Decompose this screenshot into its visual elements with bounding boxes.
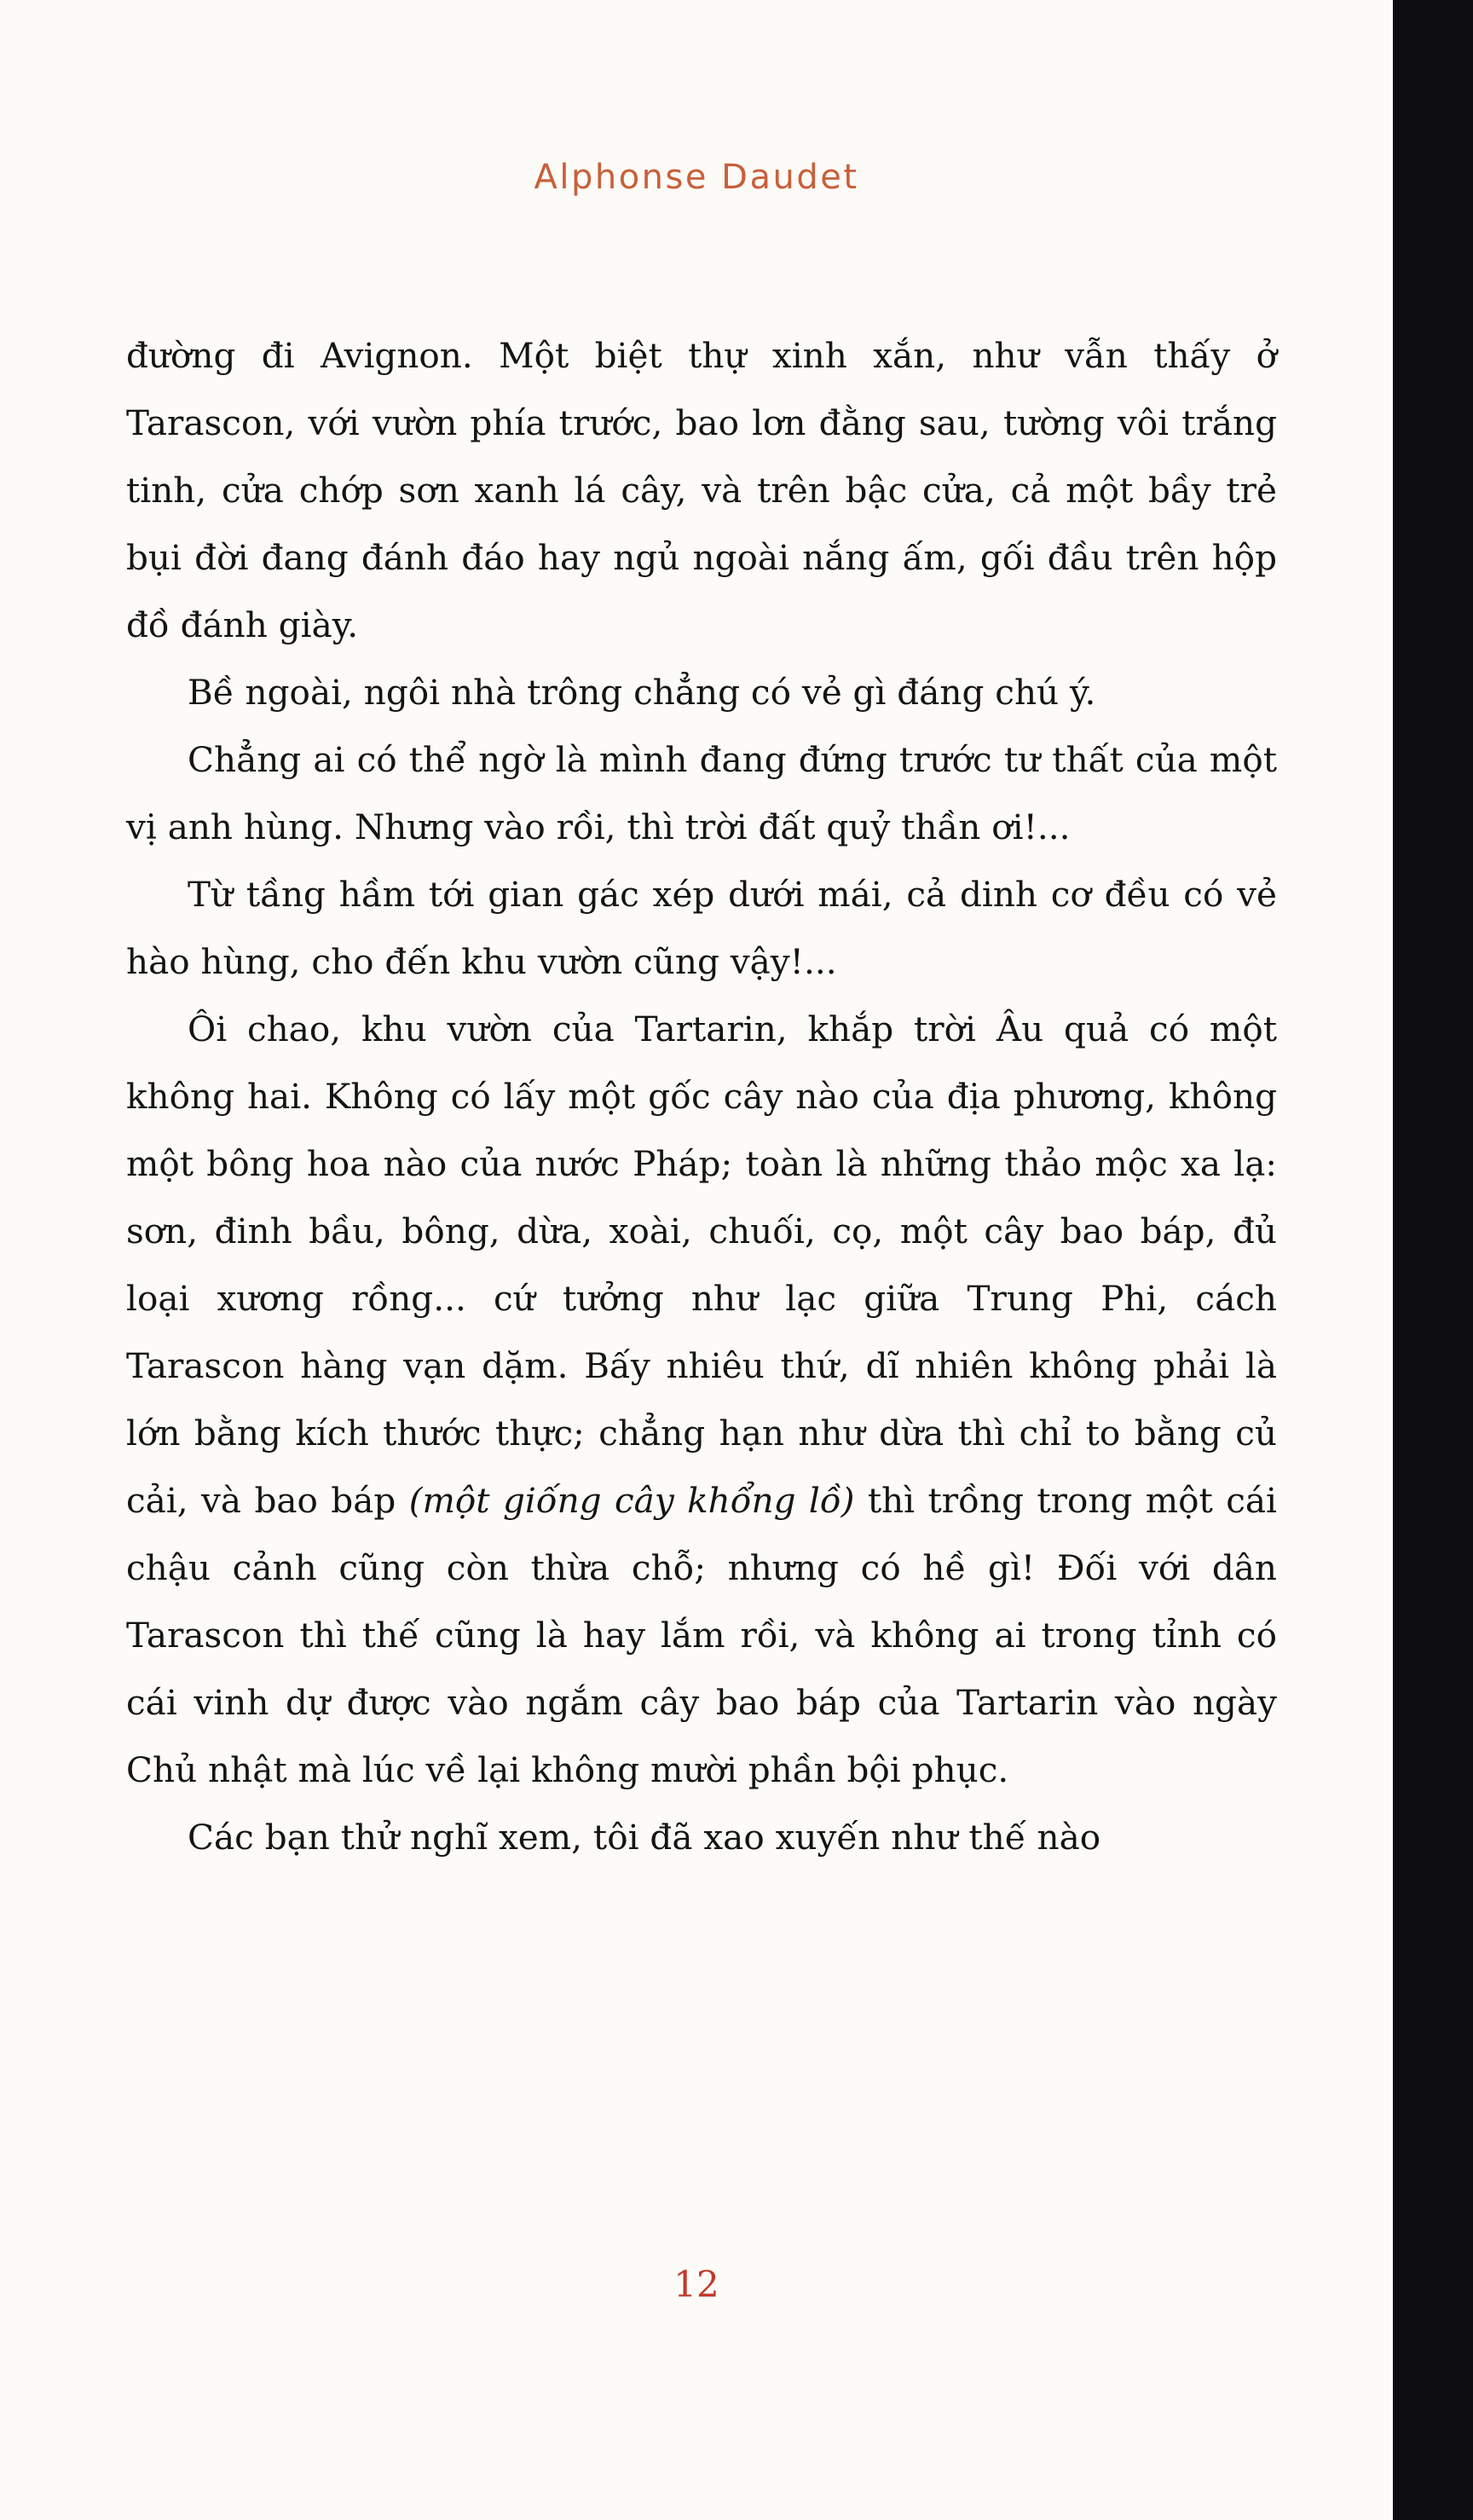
body-paragraph (126, 861, 1277, 996)
italic-phrase: (một giống cây khổng lồ) (408, 1480, 855, 1521)
running-head-author: Alphonse Daudet (534, 158, 859, 197)
text-run: Bề ngoài, ngôi nhà trông chẳng có vẻ gì đáng chú ý. (188, 672, 1096, 713)
body-text-block (126, 322, 1277, 1871)
body-paragraph (126, 659, 1277, 726)
text-run: Các bạn thử nghĩ xem, tôi đã xao xuyến như thế nào (188, 1817, 1101, 1858)
body-paragraph (126, 726, 1277, 861)
text-run: Từ tầng hầm tới gian gác xép dưới mái, cả dinh cơ đều có vẻ hào hùng, cho đến khu vườn cũng vậy!... (126, 874, 1277, 982)
page-edge-strip (1393, 0, 1473, 2520)
text-run: thì trồng trong một cái chậu cảnh cũng còn thừa chỗ; nhưng có hề gì! Đối với dân Tarascon thì thế cũng là hay lắm rồi, và không ai trong tỉnh có cái vinh dự được vào ngắm cây bao báp của Tartarin vào ngày Chủ nhật mà lúc về lại không mười phần bội phục. (126, 1480, 1277, 1790)
text-run: đường đi Avignon. Một biệt thự xinh xắn, như vẫn thấy ở Tarascon, với vườn phía trước, bao lơn đằng sau, tường vôi trắng tinh, cửa chớp sơn xanh lá cây, và trên bậc cửa, cả một bầy trẻ bụi đời đang đánh đáo hay ngủ ngoài nắng ấm, gối đầu trên hộp đồ đánh giày. (126, 335, 1277, 645)
page-number: 12 (673, 2263, 719, 2305)
body-paragraph (126, 322, 1277, 659)
text-run: Ôi chao, khu vườn của Tartarin, khắp trời Âu quả có một không hai. Không có lấy một gốc cây nào của địa phương, không một bông hoa nào của nước Pháp; toàn là những thảo mộc xa lạ: sơn, đinh bầu, bông, dừa, xoài, chuối, cọ, một cây bao báp, đủ loại xương rồng... cứ tưởng như lạc giữa Trung Phi, cách Tarascon hàng vạn dặm. Bấy nhiêu thứ, dĩ nhiên không phải là lớn bằng kích thước thực; chẳng hạn như dừa thì chỉ to bằng củ cải, và bao báp (126, 1009, 1277, 1521)
body-paragraph (126, 1804, 1277, 1871)
text-run: Chẳng ai có thể ngờ là mình đang đứng trước tư thất của một vị anh hùng. Nhưng vào rồi, thì trời đất quỷ thần ơi!... (126, 739, 1277, 847)
body-paragraph (126, 996, 1277, 1804)
